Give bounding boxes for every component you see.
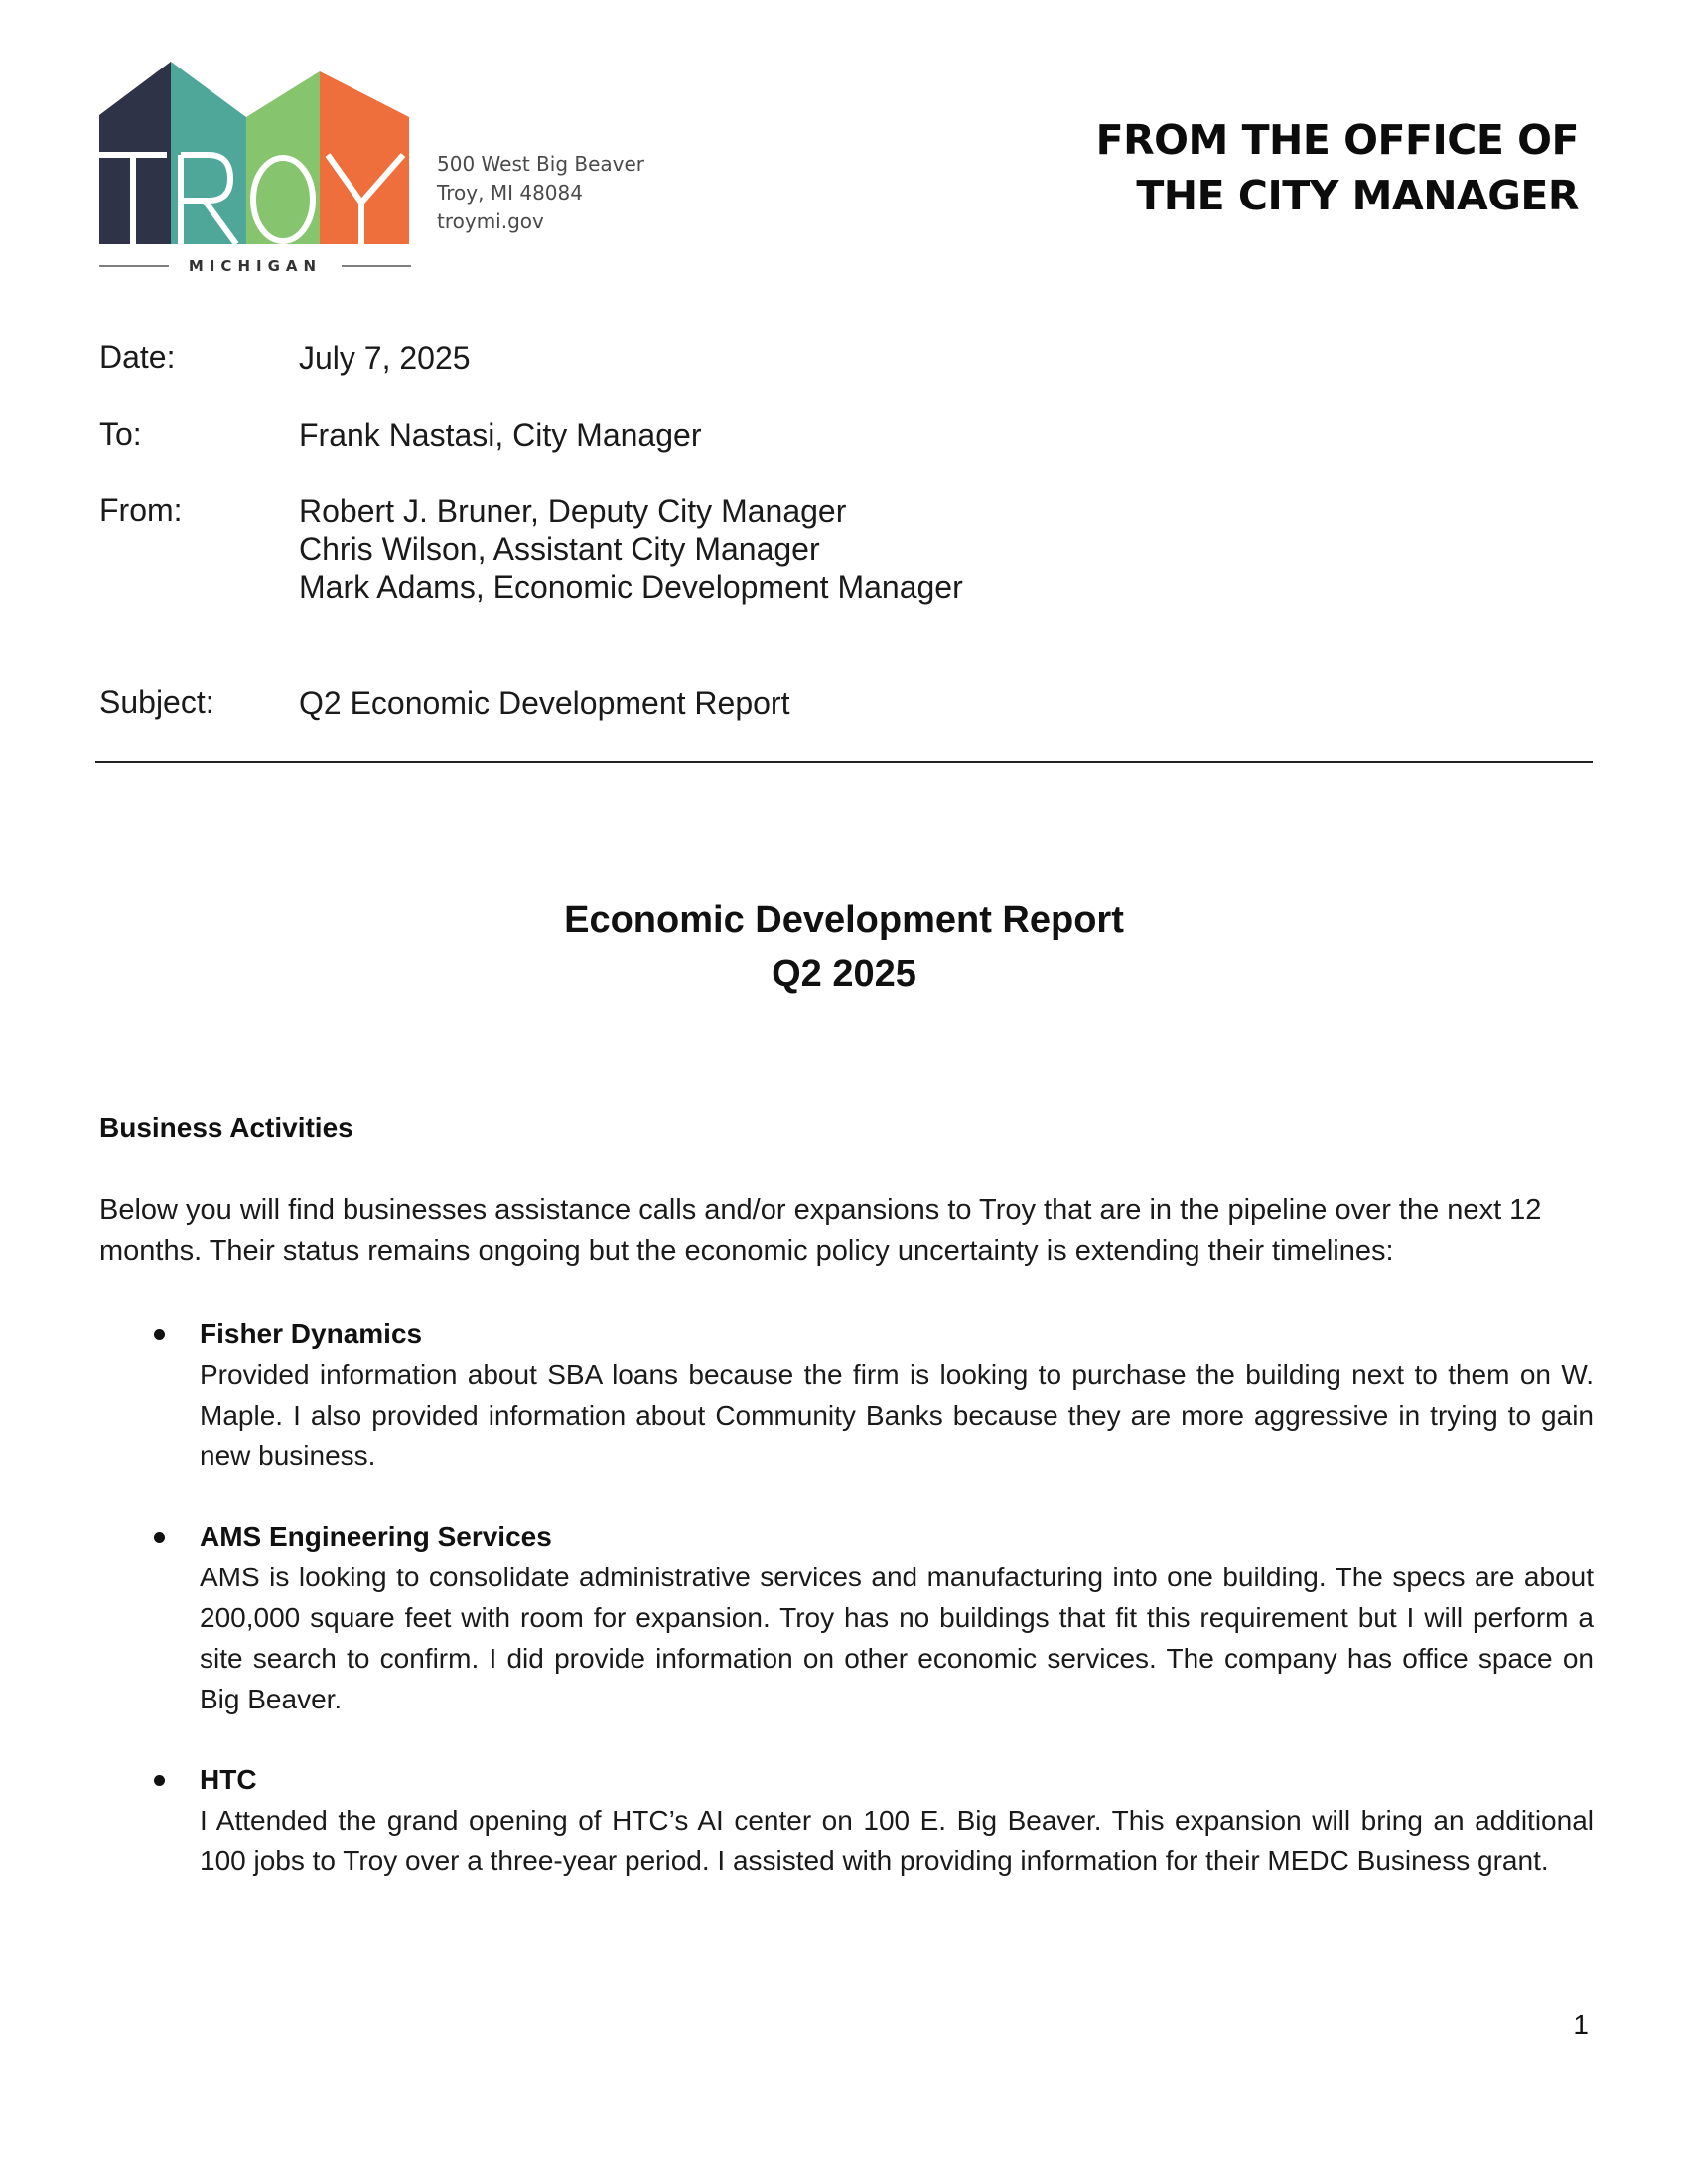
from-name-1: Robert J. Bruner, Deputy City Manager xyxy=(299,493,847,529)
business-name: Fisher Dynamics xyxy=(200,1318,423,1349)
page-number: 1 xyxy=(1573,2009,1589,2040)
section-heading-business-activities: Business Activities xyxy=(99,1112,353,1143)
to-value: Frank Nastasi, City Manager xyxy=(299,417,702,453)
office-title-line-2: THE CITY MANAGER xyxy=(1136,172,1579,219)
bullet-icon xyxy=(154,1775,165,1786)
business-list xyxy=(99,1313,1594,1921)
business-name: AMS Engineering Services xyxy=(200,1521,552,1552)
intro-paragraph: Below you will find businesses assistance calls and/or expansions to Troy that are in the pipeline over the next 12 months. Their status remains ongoing but the economic policy uncertainty is extending their timelines: xyxy=(99,1194,1542,1267)
city-address xyxy=(437,150,644,236)
bullet-icon xyxy=(154,1329,165,1340)
logo-michigan-text: MICHIGAN xyxy=(188,257,323,274)
business-description: I Attended the grand opening of HTC’s AI center on 100 E. Big Beaver. This expansion will bring an additional 100 jobs to Troy over a three-year period. I assisted with providing information for their MEDC Business grant. xyxy=(200,1805,1594,1876)
business-description: Provided information about SBA loans because the firm is looking to purchase the building next to them on W. Maple. I also provided information about Community Banks because they are more aggressive in trying to gain new business. xyxy=(200,1359,1594,1471)
address-line-1: 500 West Big Beaver xyxy=(437,152,645,176)
address-website: troymi.gov xyxy=(437,209,544,233)
header-divider xyxy=(95,761,1593,763)
report-title-line-2: Q2 2025 xyxy=(772,953,916,995)
office-title xyxy=(1096,112,1579,223)
from-name-3: Mark Adams, Economic Development Manager xyxy=(299,569,963,605)
report-title xyxy=(0,893,1688,1001)
from-name-2: Chris Wilson, Assistant City Manager xyxy=(299,531,820,567)
list-item xyxy=(99,1313,1594,1476)
address-line-2: Troy, MI 48084 xyxy=(437,181,583,205)
from-label: From: xyxy=(99,492,183,528)
list-item xyxy=(99,1759,1594,1881)
business-name: HTC xyxy=(200,1764,257,1795)
subject-value: Q2 Economic Development Report xyxy=(299,685,790,721)
subject-label: Subject: xyxy=(99,684,214,720)
date-value: July 7, 2025 xyxy=(299,341,471,376)
report-title-line-1: Economic Development Report xyxy=(564,899,1124,941)
office-title-line-1: FROM THE OFFICE OF xyxy=(1095,116,1579,164)
list-item xyxy=(99,1516,1594,1719)
date-label: Date: xyxy=(99,340,176,375)
bullet-icon xyxy=(154,1532,165,1543)
business-description: AMS is looking to consolidate administrative services and manufacturing into one building. The specs are about 200,000 square feet with room for expansion. Troy has no buildings that fit this requirement but I will perform a site search to confirm. I did provide information on other economic services. The company has office space on Big Beaver. xyxy=(200,1562,1594,1714)
troy-logo xyxy=(97,56,413,274)
to-label: To: xyxy=(99,416,142,452)
from-values xyxy=(299,492,963,606)
